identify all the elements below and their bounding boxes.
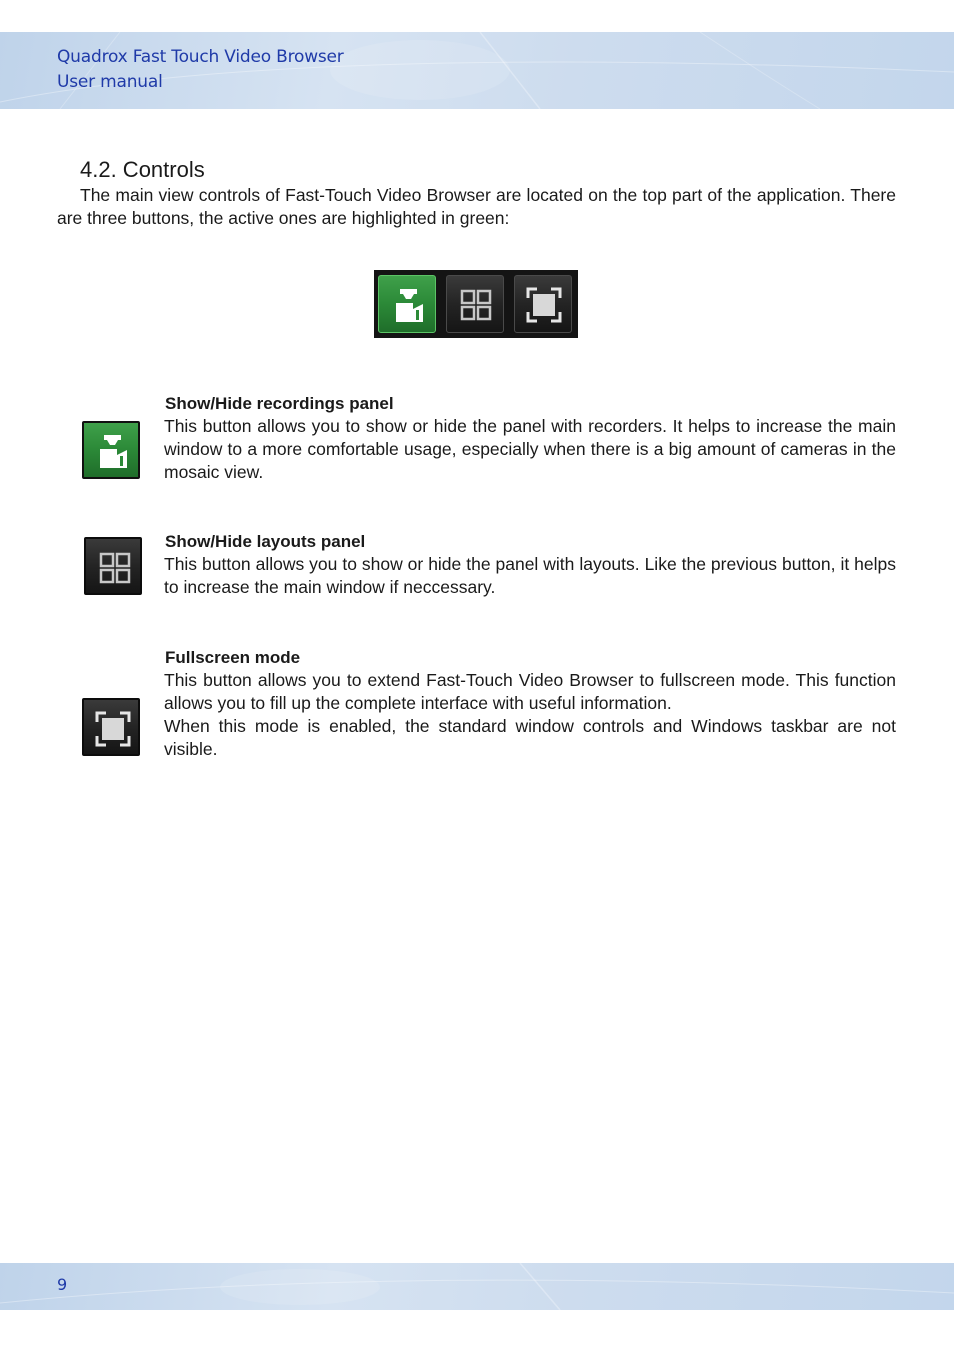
fullscreen-icon [515,276,573,334]
toolbar-recordings-button[interactable] [378,275,436,333]
layouts-description: This button allows you to show or hide the panel with layouts. Like the previous button, it helps to increase the main window if neccessary. [164,554,896,597]
page-number: 9 [57,1275,68,1294]
recordings-title: Show/Hide recordings panel [165,394,394,413]
recordings-camera-icon [379,276,437,334]
footer-decoration [0,1263,954,1310]
fullscreen-title: Fullscreen mode [165,648,301,667]
document-title: Quadrox Fast Touch Video Browser [57,47,344,67]
fullscreen-button-illustration [82,698,140,756]
recordings-camera-icon [84,423,142,481]
layouts-title: Show/Hide layouts panel [165,532,366,551]
footer-band [0,1263,954,1310]
fullscreen-description-line-1: This button allows you to extend Fast-Touch Video Browser to fullscreen mode. This function allows you to fill up the complete interface with useful information. [164,670,896,713]
layouts-grid-icon [447,276,505,334]
intro-paragraph: The main view controls of Fast-Touch Video Browser are located on the top part of the application. There are three buttons, the active ones are highlighted in green: [57,185,896,228]
recordings-description: This button allows you to show or hide the panel with recorders. It helps to increase the main window to a more comfortable usage, especially when there is a big amount of cameras in the mosaic view. [164,416,896,482]
header-band [0,32,954,109]
fullscreen-description [164,669,896,761]
layouts-button-illustration [84,537,142,595]
header-decoration [0,32,954,109]
fullscreen-description-line-2: When this mode is enabled, the standard window controls and Windows taskbar are not visible. [164,716,896,759]
layouts-grid-icon [86,539,144,597]
document-subtitle: User manual [57,72,163,92]
toolbar-fullscreen-button[interactable] [514,275,572,333]
toolbar-layouts-button[interactable] [446,275,504,333]
recordings-button-illustration [82,421,140,479]
fullscreen-icon [84,700,142,758]
controls-toolbar [374,270,578,338]
section-heading: 4.2. Controls [80,157,205,182]
